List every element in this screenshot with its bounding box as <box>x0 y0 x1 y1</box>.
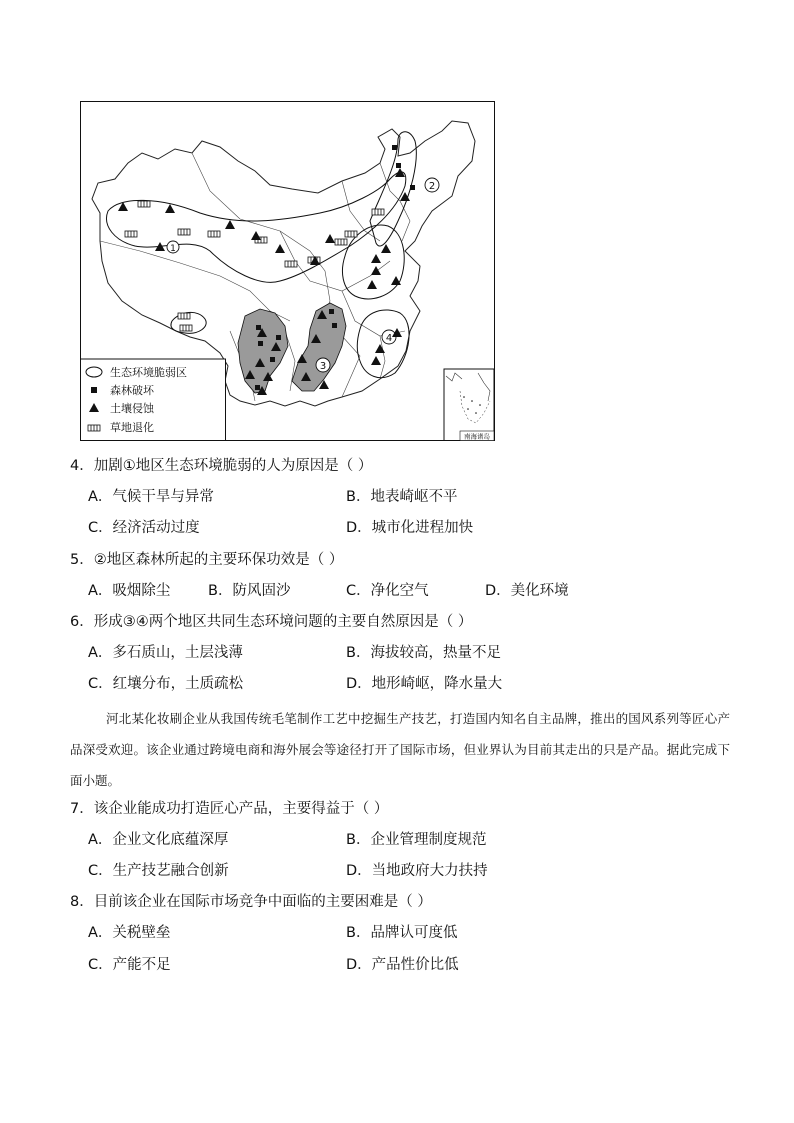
question-4-option-b[interactable]: B．地表崎岖不平 <box>346 489 458 505</box>
china-ecology-map <box>80 101 495 441</box>
question-7-option-b[interactable]: B．企业管理制度规范 <box>346 832 487 848</box>
question-6-option-b[interactable]: B．海拔较高，热量不足 <box>346 645 501 661</box>
question-8-stem: 8．目前该企业在国际市场竞争中面临的主要困难是（ ） <box>70 894 432 910</box>
question-4-option-a[interactable]: A．气候干旱与异常 <box>88 489 214 505</box>
question-6-option-d[interactable]: D．地形崎岖，降水量大 <box>346 676 503 692</box>
south-china-sea-inset <box>444 369 494 441</box>
question-8-option-d[interactable]: D．产品性价比低 <box>346 957 459 973</box>
svg-text:4: 4 <box>385 333 393 344</box>
question-5-option-b[interactable]: B．防风固沙 <box>208 583 291 599</box>
question-5-option-d[interactable]: D．美化环境 <box>485 583 569 599</box>
question-7-option-a[interactable]: A．企业文化底蕴深厚 <box>88 832 229 848</box>
question-4-option-d[interactable]: D．城市化进程加快 <box>346 520 474 536</box>
question-8-option-a[interactable]: A．关税壁垒 <box>88 925 171 941</box>
question-4-stem: 4．加剧①地区生态环境脆弱的人为原因是（ ） <box>70 458 373 474</box>
question-5-option-a[interactable]: A．吸烟除尘 <box>88 583 171 599</box>
question-5-option-c[interactable]: C．净化空气 <box>346 583 429 599</box>
svg-text:1: 1 <box>170 244 176 254</box>
svg-text:3: 3 <box>319 361 327 372</box>
square-icon <box>91 387 97 393</box>
question-6-option-c[interactable]: C．红壤分布，土质疏松 <box>88 676 244 692</box>
question-4-option-c[interactable]: C．经济活动过度 <box>88 520 200 536</box>
map-legend <box>81 359 226 441</box>
bars-icon <box>88 425 100 431</box>
svg-text:2: 2 <box>428 181 436 192</box>
region-label-2 <box>425 178 439 192</box>
question-5-stem: 5．②地区森林所起的主要环保功效是（ ） <box>70 552 344 568</box>
question-8-option-c[interactable]: C．产能不足 <box>88 957 171 973</box>
region-label-3 <box>316 358 330 372</box>
reading-passage <box>70 703 730 796</box>
question-7-option-c[interactable]: C．生产技艺融合创新 <box>88 863 229 879</box>
question-6-option-a[interactable]: A．多石质山，土层浅薄 <box>88 645 243 661</box>
legend-label-soil: 土壤侵蚀 <box>110 402 154 415</box>
inset-label: 南海诸岛 <box>464 432 490 441</box>
question-8-option-b[interactable]: B．品牌认可度低 <box>346 925 458 941</box>
question-7-stem: 7．该企业能成功打造匠心产品，主要得益于（ ） <box>70 801 389 817</box>
legend-label-grassland: 草地退化 <box>110 421 154 434</box>
ellipse-icon <box>86 367 102 377</box>
question-7-option-d[interactable]: D．当地政府大力扶持 <box>346 863 488 879</box>
question-6-stem: 6．形成③④两个地区共同生态环境问题的主要自然原因是（ ） <box>70 614 473 630</box>
legend-label-forest: 森林破坏 <box>110 384 154 397</box>
legend-label-fragile: 生态环境脆弱区 <box>110 366 187 379</box>
passage-text: 河北某化妆刷企业从我国传统毛笔制作工艺中挖掘生产技艺，打造国内知名自主品牌，推出的国风系列等匠心产品深受欢迎。该企业通过跨境电商和海外展会等途径打开了国际市场，但业界认为目前其走出的只是产品。据此完成下面小题。 <box>70 711 730 788</box>
